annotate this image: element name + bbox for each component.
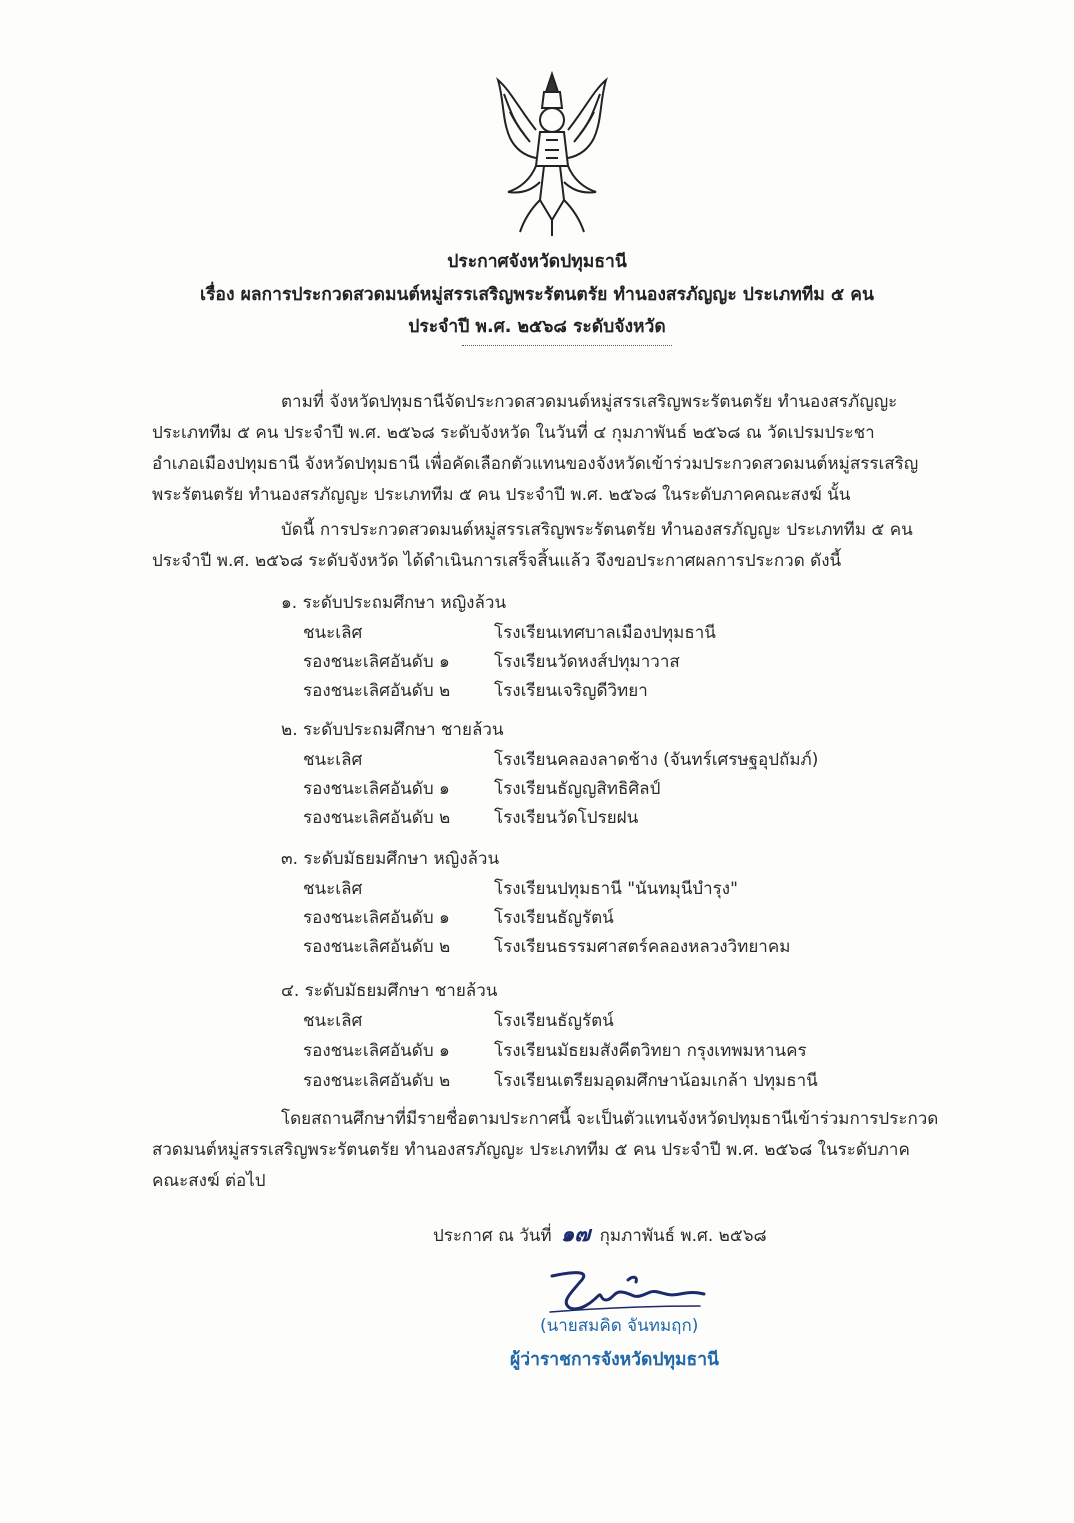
announcement-date-day: ๑๗ bbox=[561, 1221, 591, 1246]
signer-name: (นายสมคิด จันทมฤก) bbox=[540, 1316, 699, 1336]
announcement-title: ประกาศจังหวัดปทุมธานี bbox=[447, 252, 627, 272]
intro-line-3: อำเภอเมืองปทุมธานี จังหวัดปทุมธานี เพื่อคัดเลือกตัวแทนของจังหวัดเข้าร่วมประกวดสวดมนต์หมู่สรรเสริญ bbox=[152, 454, 919, 474]
result-rank: รองชนะเลิศอันดับ ๑ bbox=[303, 652, 450, 672]
closing-line-1: โดยสถานศึกษาที่มีรายชื่อตามประกาศนี้ จะเป็นตัวแทนจังหวัดปทุมธานีเข้าร่วมการประกวด bbox=[281, 1109, 939, 1129]
result-intro-line-2: ประจำปี พ.ศ. ๒๕๖๘ ระดับจังหวัด ได้ดำเนินการเสร็จสิ้นแล้ว จึงขอประกาศผลการประกวด ดังนี้ bbox=[152, 551, 842, 571]
result-school: โรงเรียนมัธยมสังคีตวิทยา กรุงเทพมหานคร bbox=[494, 1041, 807, 1061]
category-title: ๓. ระดับมัธยมศึกษา หญิงล้วน bbox=[281, 849, 500, 869]
category-title: ๔. ระดับมัธยมศึกษา ชายล้วน bbox=[281, 981, 498, 1001]
result-school: โรงเรียนวัดหงส์ปทุมาวาส bbox=[494, 652, 680, 672]
result-school: โรงเรียนธัญรัตน์ bbox=[494, 908, 614, 928]
result-school: โรงเรียนเทศบาลเมืองปทุมธานี bbox=[494, 623, 716, 643]
category-title: ๒. ระดับประถมศึกษา ชายล้วน bbox=[281, 720, 504, 740]
result-school: โรงเรียนเจริญดีวิทยา bbox=[494, 681, 648, 701]
result-rank: ชนะเลิศ bbox=[303, 879, 363, 899]
dotted-divider bbox=[462, 345, 672, 346]
result-intro-line-1: บัดนี้ การประกวดสวดมนต์หมู่สรรเสริญพระรัตนตรัย ทำนองสรภัญญะ ประเภททีม ๕ คน bbox=[281, 520, 913, 540]
result-rank: รองชนะเลิศอันดับ ๒ bbox=[303, 681, 451, 701]
result-school: โรงเรียนปทุมธานี "นันทมุนีบำรุง" bbox=[494, 879, 738, 899]
announcement-date bbox=[433, 1218, 767, 1251]
result-rank: ชนะเลิศ bbox=[303, 750, 363, 770]
announcement-date-prefix: ประกาศ ณ วันที่ bbox=[433, 1226, 552, 1246]
result-school: โรงเรียนเตรียมอุดมศึกษาน้อมเกล้า ปทุมธานี bbox=[494, 1071, 818, 1091]
result-rank: รองชนะเลิศอันดับ ๒ bbox=[303, 937, 451, 957]
result-school: โรงเรียนธรรมศาสตร์คลองหลวงวิทยาคม bbox=[494, 937, 791, 957]
result-rank: ชนะเลิศ bbox=[303, 623, 363, 643]
result-school: โรงเรียนคลองลาดช้าง (จันทร์เศรษฐอุปถัมภ์) bbox=[494, 750, 819, 770]
closing-line-2: สวดมนต์หมู่สรรเสริญพระรัตนตรัย ทำนองสรภัญญะ ประเภททีม ๕ คน ประจำปี พ.ศ. ๒๕๖๘ ในระดับภาค bbox=[152, 1140, 910, 1160]
signer-title: ผู้ว่าราชการจังหวัดปทุมธานี bbox=[510, 1350, 720, 1370]
intro-line-1: ตามที่ จังหวัดปทุมธานีจัดประกวดสวดมนต์หมู่สรรเสริญพระรัตนตรัย ทำนองสรภัญญะ bbox=[281, 392, 898, 412]
result-rank: รองชนะเลิศอันดับ ๒ bbox=[303, 808, 451, 828]
result-school: โรงเรียนธัญญสิทธิศิลป์ bbox=[494, 779, 661, 799]
result-rank: รองชนะเลิศอันดับ ๑ bbox=[303, 1041, 450, 1061]
announcement-subject-line2: ประจำปี พ.ศ. ๒๕๖๘ ระดับจังหวัด bbox=[408, 317, 666, 337]
result-rank: รองชนะเลิศอันดับ ๑ bbox=[303, 908, 450, 928]
intro-line-4: พระรัตนตรัย ทำนองสรภัญญะ ประเภททีม ๕ คน ประจำปี พ.ศ. ๒๕๖๘ ในระดับภาคคณะสงฆ์ นั้น bbox=[152, 485, 851, 505]
intro-line-2: ประเภททีม ๕ คน ประจำปี พ.ศ. ๒๕๖๘ ระดับจังหวัด ในวันที่ ๔ กุมภาพันธ์ ๒๕๖๘ ณ วัดเปรมประชา bbox=[152, 423, 875, 443]
announcement-date-suffix: กุมภาพันธ์ พ.ศ. ๒๕๖๘ bbox=[599, 1226, 767, 1246]
result-rank: ชนะเลิศ bbox=[303, 1011, 363, 1031]
result-school: โรงเรียนธัญรัตน์ bbox=[494, 1011, 614, 1031]
announcement-subject: เรื่อง ผลการประกวดสวดมนต์หมู่สรรเสริญพระรัตนตรัย ทำนองสรภัญญะ ประเภททีม ๕ คน bbox=[200, 285, 874, 305]
category-title: ๑. ระดับประถมศึกษา หญิงล้วน bbox=[281, 593, 507, 613]
closing-line-3: คณะสงฆ์ ต่อไป bbox=[152, 1171, 266, 1191]
result-rank: รองชนะเลิศอันดับ ๒ bbox=[303, 1071, 451, 1091]
garuda-emblem-icon bbox=[490, 70, 614, 240]
result-school: โรงเรียนวัดโปรยฝน bbox=[494, 808, 639, 828]
result-rank: รองชนะเลิศอันดับ ๑ bbox=[303, 779, 450, 799]
